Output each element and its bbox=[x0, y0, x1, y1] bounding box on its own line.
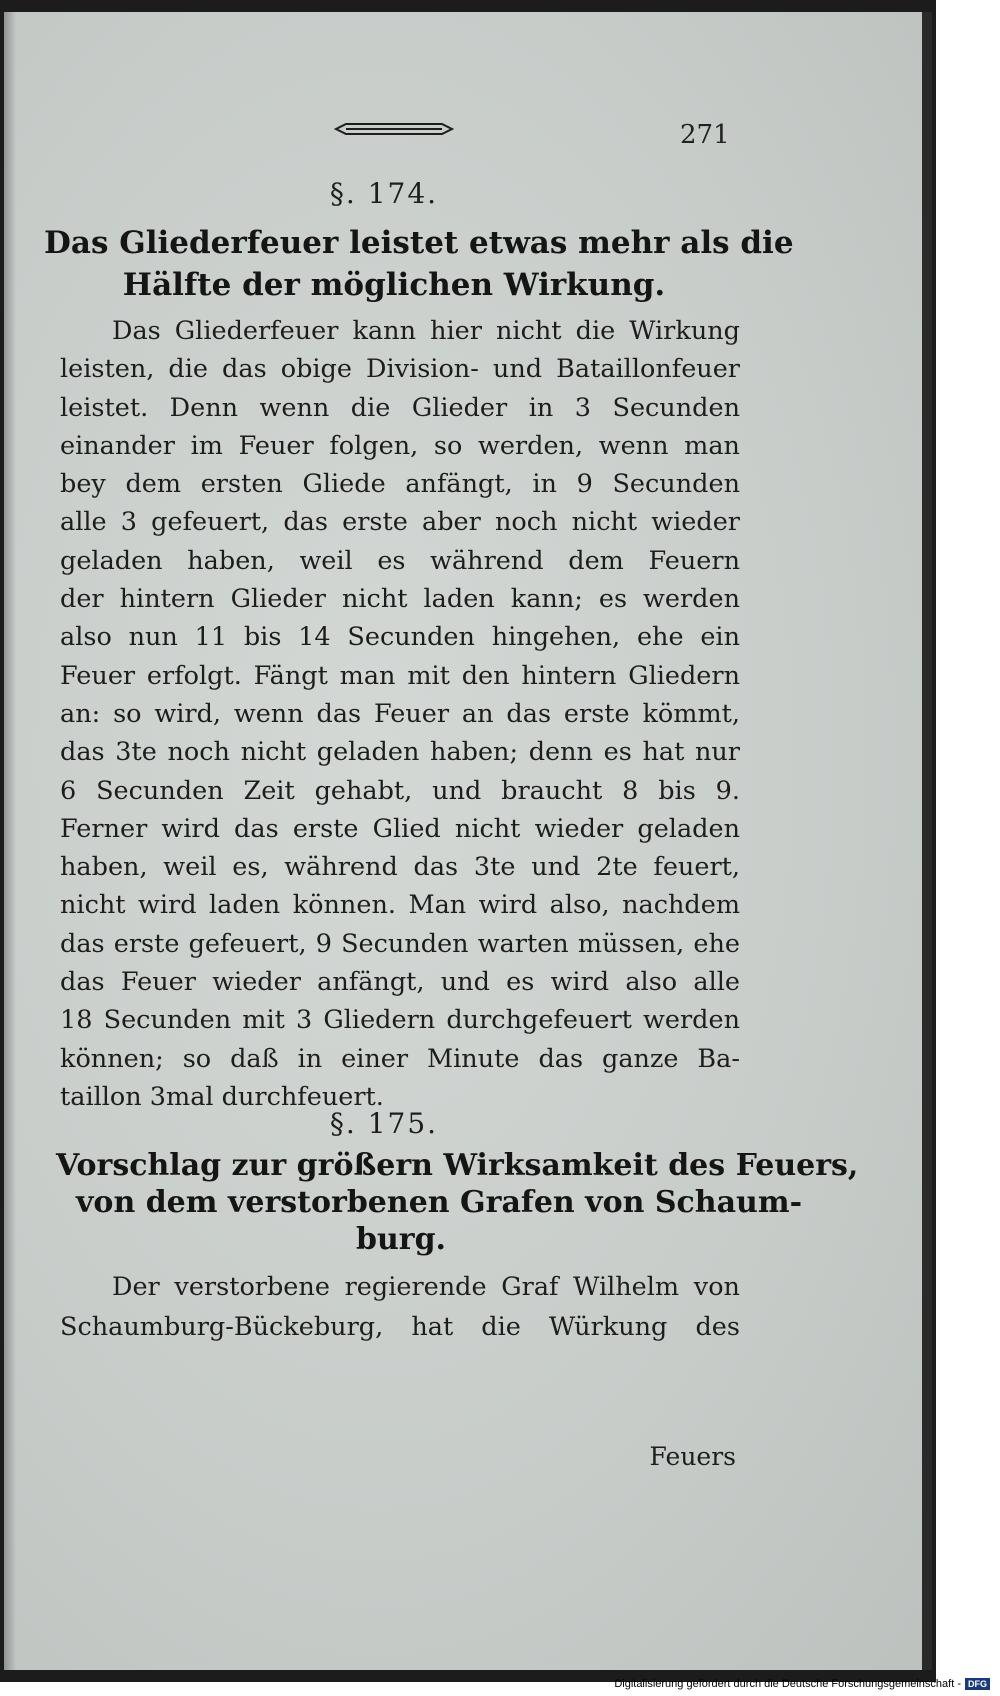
text-line: Feuer erfolgt. Fängt man mit den hintern Gliedern bbox=[60, 660, 740, 691]
text-line: geladen haben, weil es während dem Feuern bbox=[60, 545, 740, 576]
text-line: leisten, die das obige Division- und Bataillonfeuer bbox=[60, 354, 740, 385]
heading-line: burg. bbox=[355, 1222, 446, 1257]
footer-text: Digitalisierung gefördert durch die Deutsche Forschungsgemeinschaft - bbox=[614, 1678, 961, 1690]
text-line: das erste gefeuert, 9 Secunden warten müssen, ehe bbox=[60, 928, 740, 959]
text-line: haben, weil es, während das 3te und 2te feuert, bbox=[60, 852, 740, 883]
text-line: an: so wird, wenn das Feuer an das erste kömmt, bbox=[60, 698, 740, 729]
heading-line: von dem verstorbenen Grafen von Schaum- bbox=[76, 1185, 803, 1220]
text-line: 18 Secunden mit 3 Gliedern durchgefeuert werden bbox=[60, 1005, 740, 1036]
text-line: einander im Feuer folgen, so werden, wenn man bbox=[60, 430, 740, 461]
section-number-175: §. 175. bbox=[329, 1107, 439, 1140]
section-174-paragraph bbox=[60, 312, 740, 1116]
spine-shadow bbox=[4, 12, 16, 1670]
text-line: Schaumburg-Bückeburg, hat die Würkung des bbox=[60, 1312, 740, 1342]
text-line: bey dem ersten Gliede anfängt, in 9 Secunden bbox=[60, 469, 740, 500]
text-line: das 3te noch nicht geladen haben; denn es hat nur bbox=[60, 737, 740, 768]
digitization-footer bbox=[614, 1678, 990, 1690]
text-line: Ferner wird das erste Glied nicht wieder geladen bbox=[60, 813, 740, 844]
section-174-heading bbox=[44, 222, 794, 306]
header-ornament bbox=[334, 122, 454, 136]
catchword: Feuers bbox=[649, 1442, 736, 1471]
text-line: 6 Secunden Zeit gehabt, und braucht 8 bis 9. bbox=[60, 775, 740, 806]
heading-line: Hälfte der möglichen Wirkung. bbox=[122, 267, 666, 303]
text-line: alle 3 gefeuert, das erste aber noch nicht wieder bbox=[60, 507, 740, 538]
text-line: also nun 11 bis 14 Secunden hingehen, ehe ein bbox=[60, 622, 740, 653]
text-line: Der verstorbene regierende Graf Wilhelm von bbox=[112, 1272, 740, 1302]
text-line: taillon 3mal durchfeuert. bbox=[60, 1081, 384, 1112]
section-number-174: §. 174. bbox=[329, 177, 439, 210]
text-line: leistet. Denn wenn die Glieder in 3 Secunden bbox=[60, 392, 740, 423]
text-line: der hintern Glieder nicht laden kann; es werden bbox=[60, 584, 740, 615]
section-175-heading bbox=[56, 1147, 859, 1258]
section-175-paragraph bbox=[60, 1267, 740, 1347]
book-page bbox=[4, 12, 932, 1670]
heading-line: Vorschlag zur größern Wirksamkeit des Feuers, bbox=[56, 1148, 859, 1183]
text-line: Das Gliederfeuer kann hier nicht die Wirkung bbox=[112, 316, 740, 346]
dfg-logo-icon: DFG bbox=[965, 1678, 990, 1690]
page-number: 271 bbox=[680, 120, 730, 150]
text-line: können; so daß in einer Minute das ganze Ba- bbox=[60, 1043, 740, 1074]
text-line: nicht wird laden können. Man wird also, nachdem bbox=[60, 890, 740, 921]
text-line: das Feuer wieder anfängt, und es wird also alle bbox=[60, 967, 740, 998]
heading-line: Das Gliederfeuer leistet etwas mehr als die bbox=[44, 225, 794, 261]
page-edge bbox=[922, 12, 932, 1670]
